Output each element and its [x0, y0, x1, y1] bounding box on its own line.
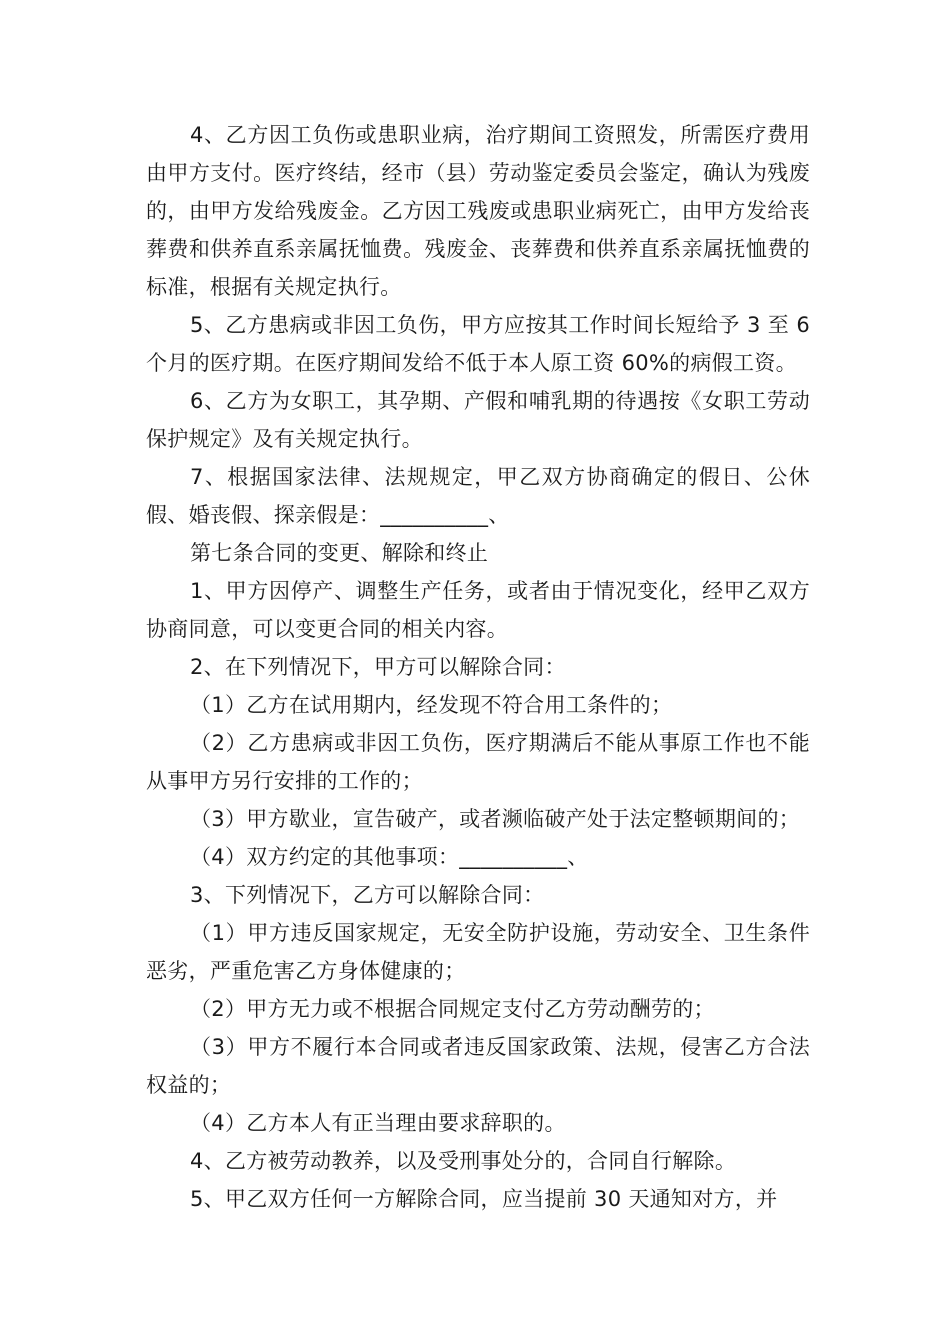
list-item-b-2: （2）甲方无力或不根据合同规定支付乙方劳动酬劳的； [190, 997, 715, 1021]
paragraph-5-sick-leave: 5、乙方患病或非因工负伤，甲方应按其工作时间长短给予 3 至 6 个月的医疗期。在医疗期间发给不低于本人原工资 60%的病假工资。 [146, 313, 810, 375]
paragraph-4-automatic-termination: 4、乙方被劳动教养，以及受刑事处分的，合同自行解除。 [190, 1149, 737, 1173]
paragraph-4-work-injury: 4、乙方因工负伤或患职业病，治疗期间工资照发，所需医疗费用由甲方支付。医疗终结，经市（县）劳动鉴定委员会鉴定，确认为残废的，由甲方发给残废金。乙方因工残废或患职业病死亡，由甲方发给丧葬费和供养直系亲属抚恤费。残废金、丧葬费和供养直系亲属抚恤费的标准，根据有关规定执行。 [146, 123, 810, 299]
section-heading-article-7: 第七条合同的变更、解除和终止 [190, 541, 489, 565]
paragraph-1-contract-change: 1、甲方因停产、调整生产任务，或者由于情况变化，经甲乙双方协商同意，可以变更合同的相关内容。 [146, 579, 810, 641]
list-item-a-4: （4）双方约定的其他事项：__________、 [190, 845, 589, 869]
list-item-b-3: （3）甲方不履行本合同或者违反国家政策、法规，侵害乙方合法权益的； [146, 1035, 810, 1097]
paragraph-7-holidays: 7、根据国家法律、法规规定，甲乙双方协商确定的假日、公休假、婚丧假、探亲假是：__________、 [146, 465, 810, 527]
document-body [146, 116, 810, 1218]
list-item-a-3: （3）甲方歇业，宣告破产，或者濒临破产处于法定整顿期间的； [190, 807, 801, 831]
list-item-b-1: （1）甲方违反国家规定，无安全防护设施，劳动安全、卫生条件恶劣，严重危害乙方身体健康的； [146, 921, 810, 983]
paragraph-5-notice-period: 5、甲乙双方任何一方解除合同，应当提前 30 天通知对方，并 [190, 1187, 778, 1211]
paragraph-2-party-a-termination: 2、在下列情况下，甲方可以解除合同： [190, 655, 566, 679]
paragraph-6-female-workers: 6、乙方为女职工，其孕期、产假和哺乳期的待遇按《女职工劳动保护规定》及有关规定执行。 [146, 389, 810, 451]
list-item-a-2: （2）乙方患病或非因工负伤，医疗期满后不能从事原工作也不能从事甲方另行安排的工作的； [146, 731, 810, 793]
list-item-b-4: （4）乙方本人有正当理由要求辞职的。 [190, 1111, 566, 1135]
list-item-a-1: （1）乙方在试用期内，经发现不符合用工条件的； [190, 693, 673, 717]
paragraph-3-party-b-termination: 3、下列情况下，乙方可以解除合同： [190, 883, 545, 907]
